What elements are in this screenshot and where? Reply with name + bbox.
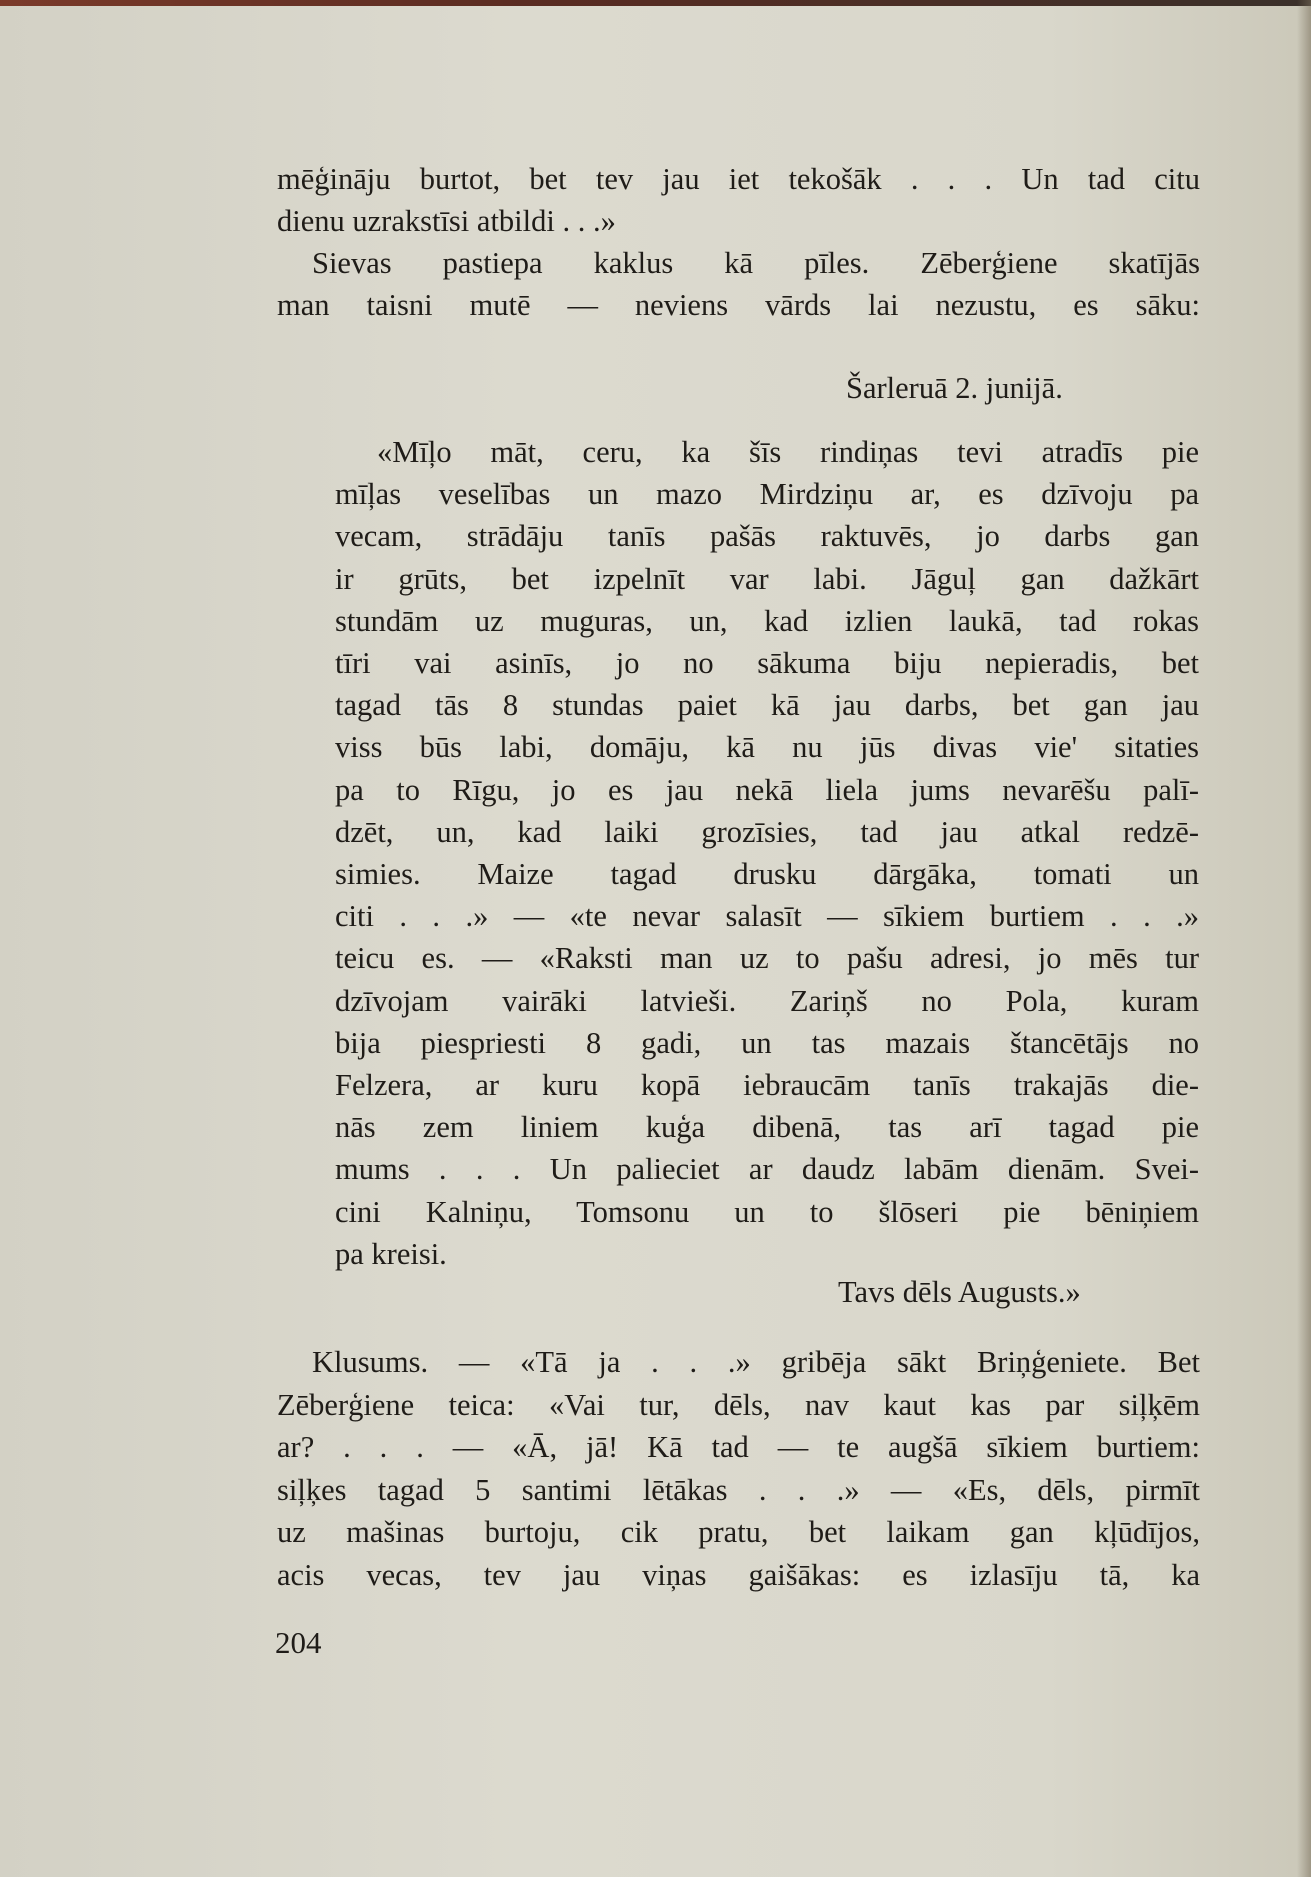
letter-line-1: «Mīļo māt, ceru, ka šīs rindiņas tevi atradīs pie (377, 435, 1199, 469)
letter-line-10: dzēt, un, kad laiki grozīsies, tad jau atkal redzē- (335, 814, 1199, 849)
letter-line-19: cini Kalniņu, Tomsonu un to šlōseri pie bēniņiem (335, 1194, 1199, 1229)
after-line-3: ar? . . . — «Ā, jā! Kā tad — te augšā sīkiem burtiem: (277, 1430, 1200, 1464)
letter-place-date: Šarleruā 2. junijā. (846, 371, 1063, 405)
letter-line-6: tīri vai asinīs, jo no sākuma biju nepieradis, bet (335, 646, 1199, 681)
after-letter-paragraph (277, 1341, 1200, 1596)
letter-line-4: ir grūts, bet izpelnīt var labi. Jāguļ gan dažkārt (335, 561, 1199, 596)
after-line-4: siļķes tagad 5 santimi lētākas . . .» — «Es, dēls, pirmīt (277, 1472, 1200, 1507)
letter-line-20: pa kreisi. (335, 1236, 447, 1271)
letter-line-2: mīļas veselības un mazo Mirdziņu ar, es dzīvoju pa (335, 477, 1199, 512)
letter-line-16: Felzera, ar kuru kopā iebraucām tanīs trakajās die- (335, 1068, 1199, 1103)
letter-line-5: stundām uz muguras, un, kad izlien laukā, tad rokas (335, 603, 1199, 638)
letter-closing-signature: Tavs dēls Augusts.» (838, 1275, 1081, 1309)
after-line-6: acis vecas, tev jau viņas gaišākas: es izlasīju tā, ka (277, 1557, 1200, 1592)
intro-line-1: mēģināju burtot, bet tev jau iet tekošāk . . . Un tad citu (277, 162, 1200, 196)
letter-line-15: bija piespriesti 8 gadi, un tas mazais štancētājs no (335, 1025, 1199, 1060)
intro-paragraph (277, 158, 1200, 326)
intro-line-3: Sievas pastiepa kaklus kā pīles. Zēberģiene skatījās (312, 246, 1200, 280)
page-top-edge (0, 0, 1311, 6)
letter-line-17: nās zem liniem kuģa dibenā, tas arī tagad pie (335, 1110, 1199, 1145)
after-line-1: Klusums. — «Tā ja . . .» gribēja sākt Briņģeniete. Bet (312, 1345, 1200, 1379)
after-line-2: Zēberģiene teica: «Vai tur, dēls, nav kaut kas par siļķēm (277, 1387, 1200, 1422)
page-number: 204 (275, 1625, 322, 1660)
letter-line-18: mums . . . Un palieciet ar daudz labām dienām. Svei- (335, 1152, 1199, 1187)
letter-line-12: citi . . .» — «te nevar salasīt — sīkiem burtiem . . .» (335, 899, 1199, 934)
letter-line-3: vecam, strādāju tanīs pašās raktuvēs, jo darbs gan (335, 519, 1199, 554)
intro-line-4: man taisni mutē — neviens vārds lai nezustu, es sāku: (277, 288, 1200, 322)
intro-line-2: dienu uzrakstīsi atbildi . . .» (277, 204, 616, 238)
letter-line-11: simies. Maize tagad drusku dārgāka, tomati un (335, 857, 1199, 892)
letter-line-7: tagad tās 8 stundas paiet kā jau darbs, bet gan jau (335, 688, 1199, 723)
letter-body (335, 431, 1199, 1275)
letter-line-9: pa to Rīgu, jo es jau nekā liela jums nevarēšu palī- (335, 772, 1199, 807)
letter-line-13: teicu es. — «Raksti man uz to pašu adresi, jo mēs tur (335, 941, 1199, 976)
letter-line-8: viss būs labi, domāju, kā nu jūs divas vie' sitaties (335, 730, 1199, 765)
after-line-5: uz mašinas burtoju, cik pratu, bet laikam gan kļūdījos, (277, 1515, 1200, 1549)
page-right-edge-shadow (1297, 0, 1311, 1877)
letter-line-14: dzīvojam vairāki latvieši. Zariņš no Pola, kuram (335, 983, 1199, 1018)
